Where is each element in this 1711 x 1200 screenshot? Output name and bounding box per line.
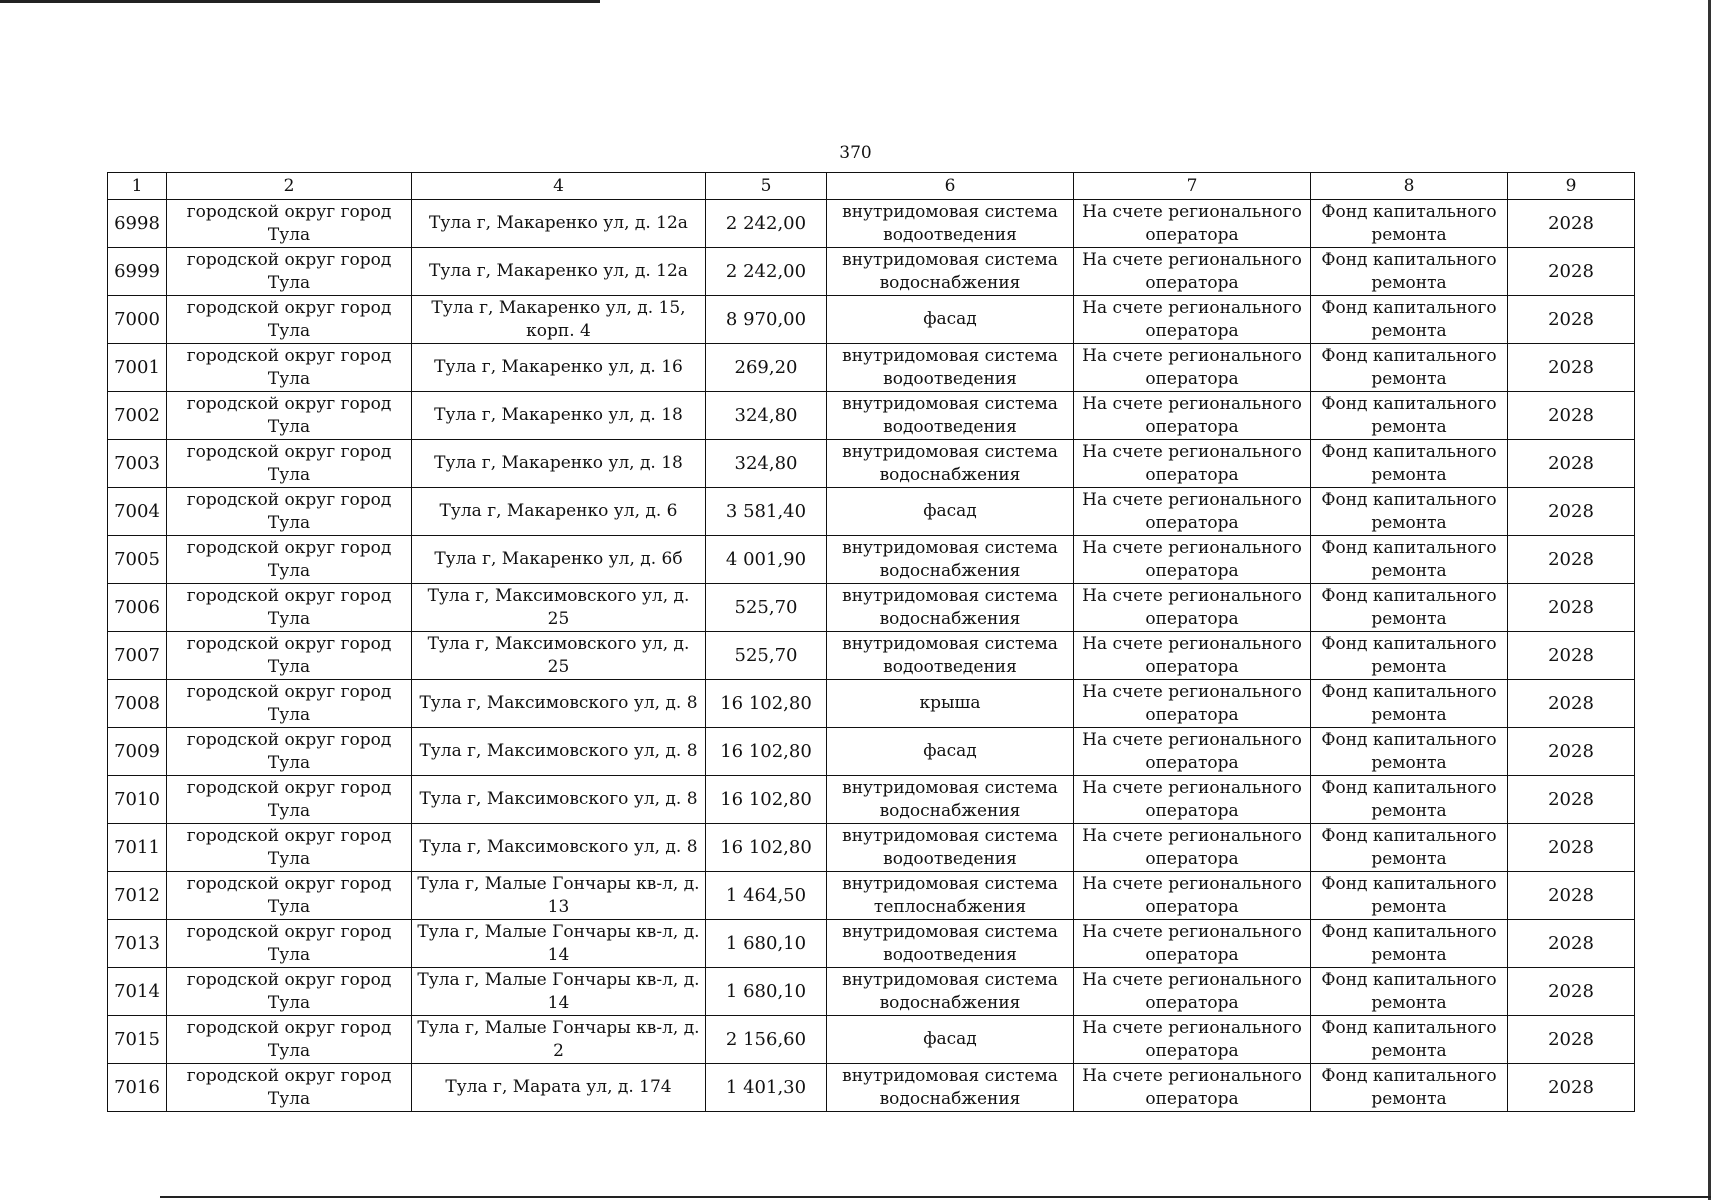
work-type-cell: внутридомовая система водоснабжения <box>827 440 1074 488</box>
municipality-cell: городской округ город Тула <box>167 1064 412 1112</box>
table-row <box>108 1016 1635 1064</box>
table-row <box>108 296 1635 344</box>
cost-cell: 1 401,30 <box>706 1064 827 1112</box>
funding-source-cell: Фонд капитального ремонта <box>1311 776 1508 824</box>
cost-cell: 324,80 <box>706 440 827 488</box>
scan-border-top <box>0 0 600 3</box>
cost-cell: 1 680,10 <box>706 968 827 1016</box>
table-row <box>108 968 1635 1016</box>
row-number-cell: 6999 <box>108 248 167 296</box>
work-type-cell: крыша <box>827 680 1074 728</box>
funding-source-cell: Фонд капитального ремонта <box>1311 1016 1508 1064</box>
table-row <box>108 776 1635 824</box>
address-cell: Тула г, Малые Гончары кв-л, д. 13 <box>412 872 706 920</box>
cost-cell: 1 464,50 <box>706 872 827 920</box>
address-cell: Тула г, Макаренко ул, д. 6 <box>412 488 706 536</box>
row-number-cell: 7006 <box>108 584 167 632</box>
year-cell: 2028 <box>1508 632 1635 680</box>
municipality-cell: городской округ город Тула <box>167 920 412 968</box>
row-number-cell: 7016 <box>108 1064 167 1112</box>
municipality-cell: городской округ город Тула <box>167 296 412 344</box>
work-type-cell: внутридомовая система водоснабжения <box>827 776 1074 824</box>
table-row <box>108 584 1635 632</box>
funding-source-cell: Фонд капитального ремонта <box>1311 344 1508 392</box>
municipality-cell: городской округ город Тула <box>167 1016 412 1064</box>
address-cell: Тула г, Малые Гончары кв-л, д. 14 <box>412 968 706 1016</box>
funding-source-cell: Фонд капитального ремонта <box>1311 680 1508 728</box>
fund-account-cell: На счете регионального оператора <box>1074 1064 1311 1112</box>
funding-source-cell: Фонд капитального ремонта <box>1311 440 1508 488</box>
funding-source-cell: Фонд капитального ремонта <box>1311 968 1508 1016</box>
fund-account-cell: На счете регионального оператора <box>1074 968 1311 1016</box>
work-type-cell: внутридомовая система водоотведения <box>827 824 1074 872</box>
year-cell: 2028 <box>1508 248 1635 296</box>
year-cell: 2028 <box>1508 392 1635 440</box>
cost-cell: 2 242,00 <box>706 200 827 248</box>
municipality-cell: городской округ город Тула <box>167 200 412 248</box>
fund-account-cell: На счете регионального оператора <box>1074 872 1311 920</box>
column-header: 9 <box>1508 173 1635 200</box>
year-cell: 2028 <box>1508 728 1635 776</box>
column-header: 7 <box>1074 173 1311 200</box>
work-type-cell: внутридомовая система водоснабжения <box>827 968 1074 1016</box>
funding-source-cell: Фонд капитального ремонта <box>1311 1064 1508 1112</box>
address-cell: Тула г, Макаренко ул, д. 18 <box>412 392 706 440</box>
work-type-cell: внутридомовая система водоснабжения <box>827 584 1074 632</box>
table-row <box>108 920 1635 968</box>
fund-account-cell: На счете регионального оператора <box>1074 920 1311 968</box>
year-cell: 2028 <box>1508 584 1635 632</box>
work-type-cell: внутридомовая система водоснабжения <box>827 1064 1074 1112</box>
column-header: 5 <box>706 173 827 200</box>
funding-source-cell: Фонд капитального ремонта <box>1311 728 1508 776</box>
address-cell: Тула г, Макаренко ул, д. 12а <box>412 248 706 296</box>
fund-account-cell: На счете регионального оператора <box>1074 680 1311 728</box>
header-row <box>108 173 1635 200</box>
cost-cell: 3 581,40 <box>706 488 827 536</box>
row-number-cell: 6998 <box>108 200 167 248</box>
work-type-cell: внутридомовая система водоснабжения <box>827 248 1074 296</box>
work-type-cell: внутридомовая система водоотведения <box>827 392 1074 440</box>
cost-cell: 4 001,90 <box>706 536 827 584</box>
fund-account-cell: На счете регионального оператора <box>1074 440 1311 488</box>
municipality-cell: городской округ город Тула <box>167 872 412 920</box>
year-cell: 2028 <box>1508 776 1635 824</box>
fund-account-cell: На счете регионального оператора <box>1074 824 1311 872</box>
municipality-cell: городской округ город Тула <box>167 728 412 776</box>
year-cell: 2028 <box>1508 296 1635 344</box>
work-type-cell: фасад <box>827 1016 1074 1064</box>
work-type-cell: внутридомовая система водоснабжения <box>827 536 1074 584</box>
table-row <box>108 1064 1635 1112</box>
fund-account-cell: На счете регионального оператора <box>1074 536 1311 584</box>
cost-cell: 1 680,10 <box>706 920 827 968</box>
year-cell: 2028 <box>1508 440 1635 488</box>
address-cell: Тула г, Макаренко ул, д. 18 <box>412 440 706 488</box>
municipality-cell: городской округ город Тула <box>167 440 412 488</box>
municipality-cell: городской округ город Тула <box>167 248 412 296</box>
address-cell: Тула г, Максимовского ул, д. 8 <box>412 824 706 872</box>
column-header: 8 <box>1311 173 1508 200</box>
address-cell: Тула г, Макаренко ул, д. 12а <box>412 200 706 248</box>
table-row <box>108 440 1635 488</box>
work-type-cell: внутридомовая система водоотведения <box>827 200 1074 248</box>
year-cell: 2028 <box>1508 488 1635 536</box>
capital-repair-table <box>107 172 1635 1112</box>
cost-cell: 16 102,80 <box>706 776 827 824</box>
cost-cell: 525,70 <box>706 632 827 680</box>
cost-cell: 16 102,80 <box>706 728 827 776</box>
municipality-cell: городской округ город Тула <box>167 824 412 872</box>
year-cell: 2028 <box>1508 344 1635 392</box>
address-cell: Тула г, Марата ул, д. 174 <box>412 1064 706 1112</box>
address-cell: Тула г, Максимовского ул, д. 25 <box>412 584 706 632</box>
address-cell: Тула г, Макаренко ул, д. 6б <box>412 536 706 584</box>
municipality-cell: городской округ город Тула <box>167 632 412 680</box>
work-type-cell: внутридомовая система водоотведения <box>827 632 1074 680</box>
table-row <box>108 680 1635 728</box>
fund-account-cell: На счете регионального оператора <box>1074 584 1311 632</box>
table-row <box>108 632 1635 680</box>
municipality-cell: городской округ город Тула <box>167 776 412 824</box>
work-type-cell: фасад <box>827 296 1074 344</box>
row-number-cell: 7003 <box>108 440 167 488</box>
work-type-cell: внутридомовая система теплоснабжения <box>827 872 1074 920</box>
funding-source-cell: Фонд капитального ремонта <box>1311 488 1508 536</box>
table-row <box>108 536 1635 584</box>
column-header: 4 <box>412 173 706 200</box>
row-number-cell: 7013 <box>108 920 167 968</box>
year-cell: 2028 <box>1508 1016 1635 1064</box>
fund-account-cell: На счете регионального оператора <box>1074 1016 1311 1064</box>
row-number-cell: 7007 <box>108 632 167 680</box>
work-type-cell: внутридомовая система водоотведения <box>827 920 1074 968</box>
fund-account-cell: На счете регионального оператора <box>1074 776 1311 824</box>
cost-cell: 269,20 <box>706 344 827 392</box>
funding-source-cell: Фонд капитального ремонта <box>1311 632 1508 680</box>
address-cell: Тула г, Малые Гончары кв-л, д. 2 <box>412 1016 706 1064</box>
cost-cell: 16 102,80 <box>706 680 827 728</box>
row-number-cell: 7012 <box>108 872 167 920</box>
cost-cell: 525,70 <box>706 584 827 632</box>
municipality-cell: городской округ город Тула <box>167 392 412 440</box>
table-row <box>108 488 1635 536</box>
municipality-cell: городской округ город Тула <box>167 680 412 728</box>
cost-cell: 8 970,00 <box>706 296 827 344</box>
year-cell: 2028 <box>1508 968 1635 1016</box>
work-type-cell: фасад <box>827 728 1074 776</box>
address-cell: Тула г, Максимовского ул, д. 8 <box>412 728 706 776</box>
address-cell: Тула г, Макаренко ул, д. 15, корп. 4 <box>412 296 706 344</box>
year-cell: 2028 <box>1508 920 1635 968</box>
row-number-cell: 7005 <box>108 536 167 584</box>
work-type-cell: фасад <box>827 488 1074 536</box>
column-header: 2 <box>167 173 412 200</box>
funding-source-cell: Фонд капитального ремонта <box>1311 200 1508 248</box>
funding-source-cell: Фонд капитального ремонта <box>1311 248 1508 296</box>
row-number-cell: 7011 <box>108 824 167 872</box>
municipality-cell: городской округ город Тула <box>167 488 412 536</box>
year-cell: 2028 <box>1508 200 1635 248</box>
municipality-cell: городской округ город Тула <box>167 344 412 392</box>
address-cell: Тула г, Максимовского ул, д. 25 <box>412 632 706 680</box>
fund-account-cell: На счете регионального оператора <box>1074 200 1311 248</box>
page-number: 370 <box>839 143 872 163</box>
table-row <box>108 872 1635 920</box>
funding-source-cell: Фонд капитального ремонта <box>1311 584 1508 632</box>
year-cell: 2028 <box>1508 1064 1635 1112</box>
row-number-cell: 7002 <box>108 392 167 440</box>
year-cell: 2028 <box>1508 680 1635 728</box>
row-number-cell: 7001 <box>108 344 167 392</box>
row-number-cell: 7014 <box>108 968 167 1016</box>
table-row <box>108 248 1635 296</box>
cost-cell: 2 242,00 <box>706 248 827 296</box>
fund-account-cell: На счете регионального оператора <box>1074 248 1311 296</box>
address-cell: Тула г, Макаренко ул, д. 16 <box>412 344 706 392</box>
municipality-cell: городской округ город Тула <box>167 968 412 1016</box>
fund-account-cell: На счете регионального оператора <box>1074 296 1311 344</box>
year-cell: 2028 <box>1508 872 1635 920</box>
column-header: 1 <box>108 173 167 200</box>
row-number-cell: 7008 <box>108 680 167 728</box>
cost-cell: 2 156,60 <box>706 1016 827 1064</box>
address-cell: Тула г, Малые Гончары кв-л, д. 14 <box>412 920 706 968</box>
fund-account-cell: На счете регионального оператора <box>1074 488 1311 536</box>
work-type-cell: внутридомовая система водоотведения <box>827 344 1074 392</box>
table-row <box>108 824 1635 872</box>
row-number-cell: 7010 <box>108 776 167 824</box>
table-row <box>108 728 1635 776</box>
row-number-cell: 7015 <box>108 1016 167 1064</box>
cost-cell: 16 102,80 <box>706 824 827 872</box>
scan-border-bottom <box>160 1196 1711 1198</box>
funding-source-cell: Фонд капитального ремонта <box>1311 824 1508 872</box>
funding-source-cell: Фонд капитального ремонта <box>1311 872 1508 920</box>
funding-source-cell: Фонд капитального ремонта <box>1311 536 1508 584</box>
municipality-cell: городской округ город Тула <box>167 584 412 632</box>
funding-source-cell: Фонд капитального ремонта <box>1311 920 1508 968</box>
table-row <box>108 344 1635 392</box>
cost-cell: 324,80 <box>706 392 827 440</box>
address-cell: Тула г, Максимовского ул, д. 8 <box>412 776 706 824</box>
year-cell: 2028 <box>1508 824 1635 872</box>
funding-source-cell: Фонд капитального ремонта <box>1311 392 1508 440</box>
row-number-cell: 7004 <box>108 488 167 536</box>
fund-account-cell: На счете регионального оператора <box>1074 632 1311 680</box>
row-number-cell: 7009 <box>108 728 167 776</box>
table-row <box>108 200 1635 248</box>
year-cell: 2028 <box>1508 536 1635 584</box>
row-number-cell: 7000 <box>108 296 167 344</box>
table-body <box>108 200 1635 1112</box>
funding-source-cell: Фонд капитального ремонта <box>1311 296 1508 344</box>
table-row <box>108 392 1635 440</box>
municipality-cell: городской округ город Тула <box>167 536 412 584</box>
fund-account-cell: На счете регионального оператора <box>1074 344 1311 392</box>
column-header: 6 <box>827 173 1074 200</box>
fund-account-cell: На счете регионального оператора <box>1074 392 1311 440</box>
fund-account-cell: На счете регионального оператора <box>1074 728 1311 776</box>
address-cell: Тула г, Максимовского ул, д. 8 <box>412 680 706 728</box>
